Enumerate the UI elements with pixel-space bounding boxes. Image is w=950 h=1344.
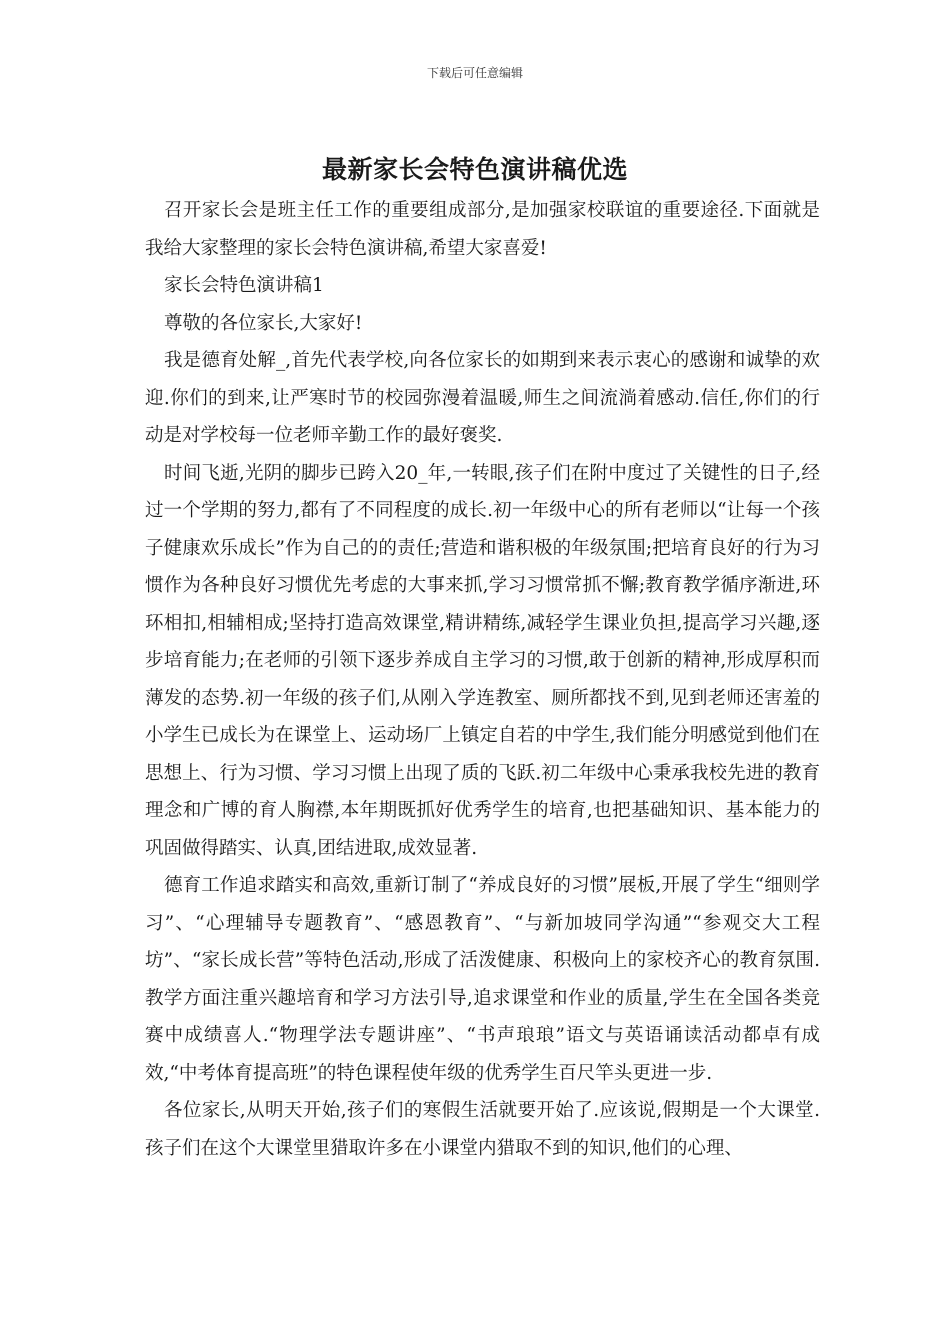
intro-paragraph: 召开家长会是班主任工作的重要组成部分,是加强家校联谊的重要途径.下面就是我给大家整理的家长会特色演讲稿,希望大家喜爱!: [145, 200, 820, 259]
body-paragraph: 我是德育处解_,首先代表学校,向各位家长的如期到来表示衷心的感谢和诚挚的欢迎.你们的到来,让严寒时节的校园弥漫着温暖,师生之间流淌着感动.信任,你们的行动是对学校每一位老师辛勤工作的最好褒奖.: [145, 350, 820, 446]
document-title: 最新家长会特色演讲稿优选: [321, 155, 628, 184]
body-paragraph: 德育工作追求踏实和高效,重新订制了“养成良好的习惯”展板,开展了学生“细则学习”、“心理辅导专题教育”、“感恩教育”、“与新加坡同学沟通”“参观交大工程坊”、“家长成长营”等特色活动,形成了活泼健康、积极向上的家校齐心的教育氛围.教学方面注重兴趣培育和学习方法引导,追求课堂和作业的质量,学生在全国各类竞赛中成绩喜人.“物理学法专题讲座”、“书声琅琅”语文与英语诵读活动都卓有成效,“中考体育提高班”的特色课程使年级的优秀学生百尺竿头更进一步.: [145, 875, 820, 1084]
document-body: [145, 192, 820, 1167]
header-note: 下载后可任意编辑: [426, 66, 523, 80]
salutation: 尊敬的各位家长,大家好!: [164, 312, 363, 334]
body-paragraph: 时间飞逝,光阴的脚步已跨入20_年,一转眼,孩子们在附中度过了关键性的日子,经过一个学期的努力,都有了不同程度的成长.初一年级中心的所有老师以“让每一个孩子健康欢乐成长”作为自己的的责任;营造和谐积极的年级氛围;把培育良好的行为习惯作为各种良好习惯优先考虑的大事来抓,学习习惯常抓不懈;教育教学循序渐进,环环相扣,相辅相成;坚持打造高效课堂,精讲精练,减轻学生课业负担,提高学习兴趣,逐步培育能力;在老师的引领下逐步养成自主学习的习惯,敢于创新的精神,形成厚积而薄发的态势.初一年级的孩子们,从刚入学连教室、厕所都找不到,见到老师还害羞的小学生已成长为在课堂上、运动场厂上镇定自若的中学生,我们能分明感觉到他们在思想上、行为习惯、学习习惯上出现了质的飞跃.初二年级中心秉承我校先进的教育理念和广博的育人胸襟,本年期既抓好优秀学生的培育,也把基础知识、基本能力的巩固做得踏实、认真,团结进取,成效显著.: [145, 462, 820, 859]
section-heading: 家长会特色演讲稿1: [164, 275, 324, 296]
body-paragraph: 各位家长,从明天开始,孩子们的寒假生活就要开始了.应该说,假期是一个大课堂.孩子们在这个大课堂里猎取许多在小课堂内猎取不到的知识,他们的心理、: [145, 1100, 820, 1159]
